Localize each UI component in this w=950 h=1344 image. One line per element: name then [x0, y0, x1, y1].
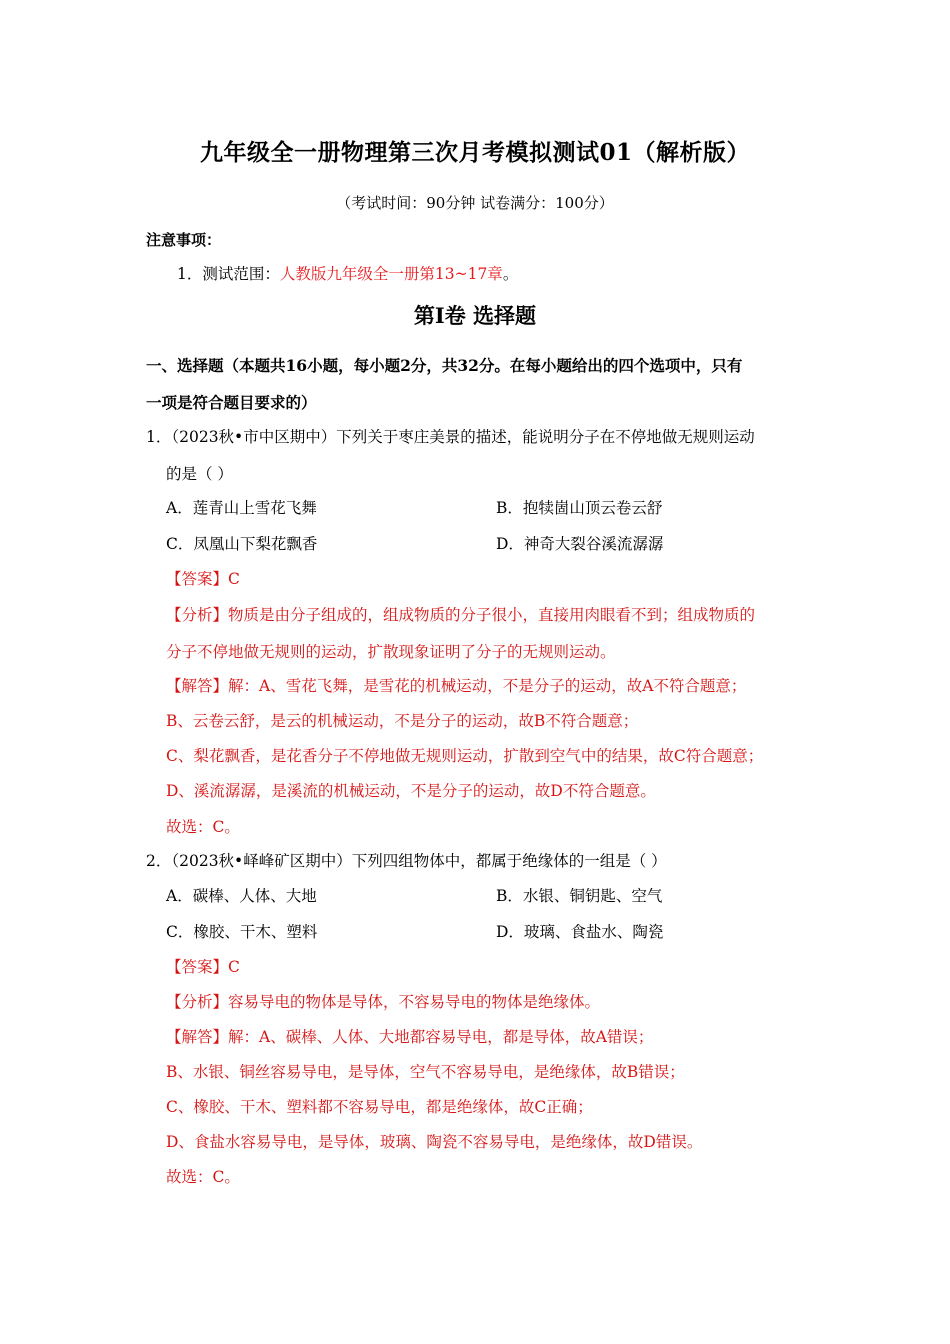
question-2-choice: 故选：C。: [166, 1168, 240, 1186]
solution-text: 解：A、碳棒、人体、大地都容易导电，都是导体，故A错误；: [228, 1028, 654, 1046]
question-1-analysis: [166, 603, 755, 625]
question-1-option-d: D．神奇大裂谷溪流潺潺: [496, 535, 664, 553]
question-1-solution: [166, 674, 746, 696]
exam-info: （考试时间：90分钟 试卷满分：100分）: [336, 194, 614, 212]
question-2-solution: [166, 1025, 653, 1047]
question-2-stem: 2．（2023秋•峄峰矿区期中）下列四组物体中，都属于绝缘体的一组是（ ）: [146, 852, 667, 870]
answer-tag: 【答案】: [166, 570, 229, 588]
notice-item-suffix: 。: [502, 265, 519, 283]
question-1-option-b: B．抱犊崮山顶云卷云舒: [496, 499, 663, 517]
question-1-answer: [166, 567, 240, 589]
question-2-option-a: A．碳棒、人体、大地: [166, 887, 317, 905]
solution-tag: 【解答】: [166, 677, 229, 695]
question-1-option-c: C．凤凰山下梨花飘香: [166, 535, 318, 553]
question-1-solution-b: B、云卷云舒，是云的机械运动，不是分子的运动，故B不符合题意；: [166, 712, 639, 730]
question-1-choice: 故选：C。: [166, 818, 240, 836]
analysis-text: 物质是由分子组成的，组成物质的分子很小，直接用肉眼看不到；组成物质的: [228, 606, 756, 624]
question-1-analysis-cont: 分子不停地做无规则的运动，扩散现象证明了分子的无规则运动。: [166, 643, 616, 661]
analysis-tag: 【分析】: [166, 606, 229, 624]
notice-item-range: 人教版九年级全一册第13~17章: [279, 265, 503, 283]
analysis-tag: 【分析】: [166, 993, 229, 1011]
notice-item-prefix: 1．测试范围：: [177, 265, 280, 283]
question-2-option-c: C．橡胶、干木、塑料: [166, 923, 318, 941]
answer-value: C: [228, 958, 240, 976]
answer-value: C: [228, 570, 240, 588]
answer-tag: 【答案】: [166, 958, 229, 976]
solution-tag: 【解答】: [166, 1028, 229, 1046]
question-2-option-d: D．玻璃、食盐水、陶瓷: [496, 923, 664, 941]
question-1-solution-d: D、溪流潺潺，是溪流的机械运动，不是分子的运动，故D不符合题意。: [166, 782, 656, 800]
question-1-stem: 1．（2023秋•市中区期中）下列关于枣庄美景的描述，能说明分子在不停地做无规则运动: [146, 428, 755, 446]
question-2-answer: [166, 955, 240, 977]
part-heading-line2: 一项是符合题目要求的）: [146, 393, 317, 412]
analysis-text: 容易导电的物体是导体，不容易导电的物体是绝缘体。: [228, 993, 601, 1011]
question-2-solution-c: C、橡胶、干木、塑料都不容易导电，都是绝缘体，故C正确；: [166, 1098, 593, 1116]
question-2-solution-d: D、食盐水容易导电，是导体，玻璃、陶瓷不容易导电，是绝缘体，故D错误。: [166, 1133, 703, 1151]
section-title: 第Ⅰ卷 选择题: [413, 303, 537, 328]
question-1-option-a: A．莲青山上雪花飞舞: [166, 499, 317, 517]
document-title: 九年级全一册物理第三次月考模拟测试01（解析版）: [199, 139, 750, 166]
question-1-solution-c: C、梨花飘香，是花香分子不停地做无规则运动，扩散到空气中的结果，故C符合题意；: [166, 747, 764, 765]
solution-text: 解：A、雪花飞舞，是雪花的机械运动，不是分子的运动，故A不符合题意；: [228, 677, 747, 695]
question-2-analysis: [166, 990, 600, 1012]
question-2-option-b: B．水银、铜钥匙、空气: [496, 887, 663, 905]
question-1-stem-cont: 的是（ ）: [166, 465, 233, 483]
notice-label: 注意事项：: [146, 231, 222, 249]
notice-item: [177, 262, 518, 284]
part-heading-line1: 一、选择题（本题共16小题，每小题2分，共32分。在每小题给出的四个选项中，只有: [146, 356, 743, 375]
question-2-solution-b: B、水银、铜丝容易导电，是导体，空气不容易导电，是绝缘体，故B错误；: [166, 1063, 685, 1081]
